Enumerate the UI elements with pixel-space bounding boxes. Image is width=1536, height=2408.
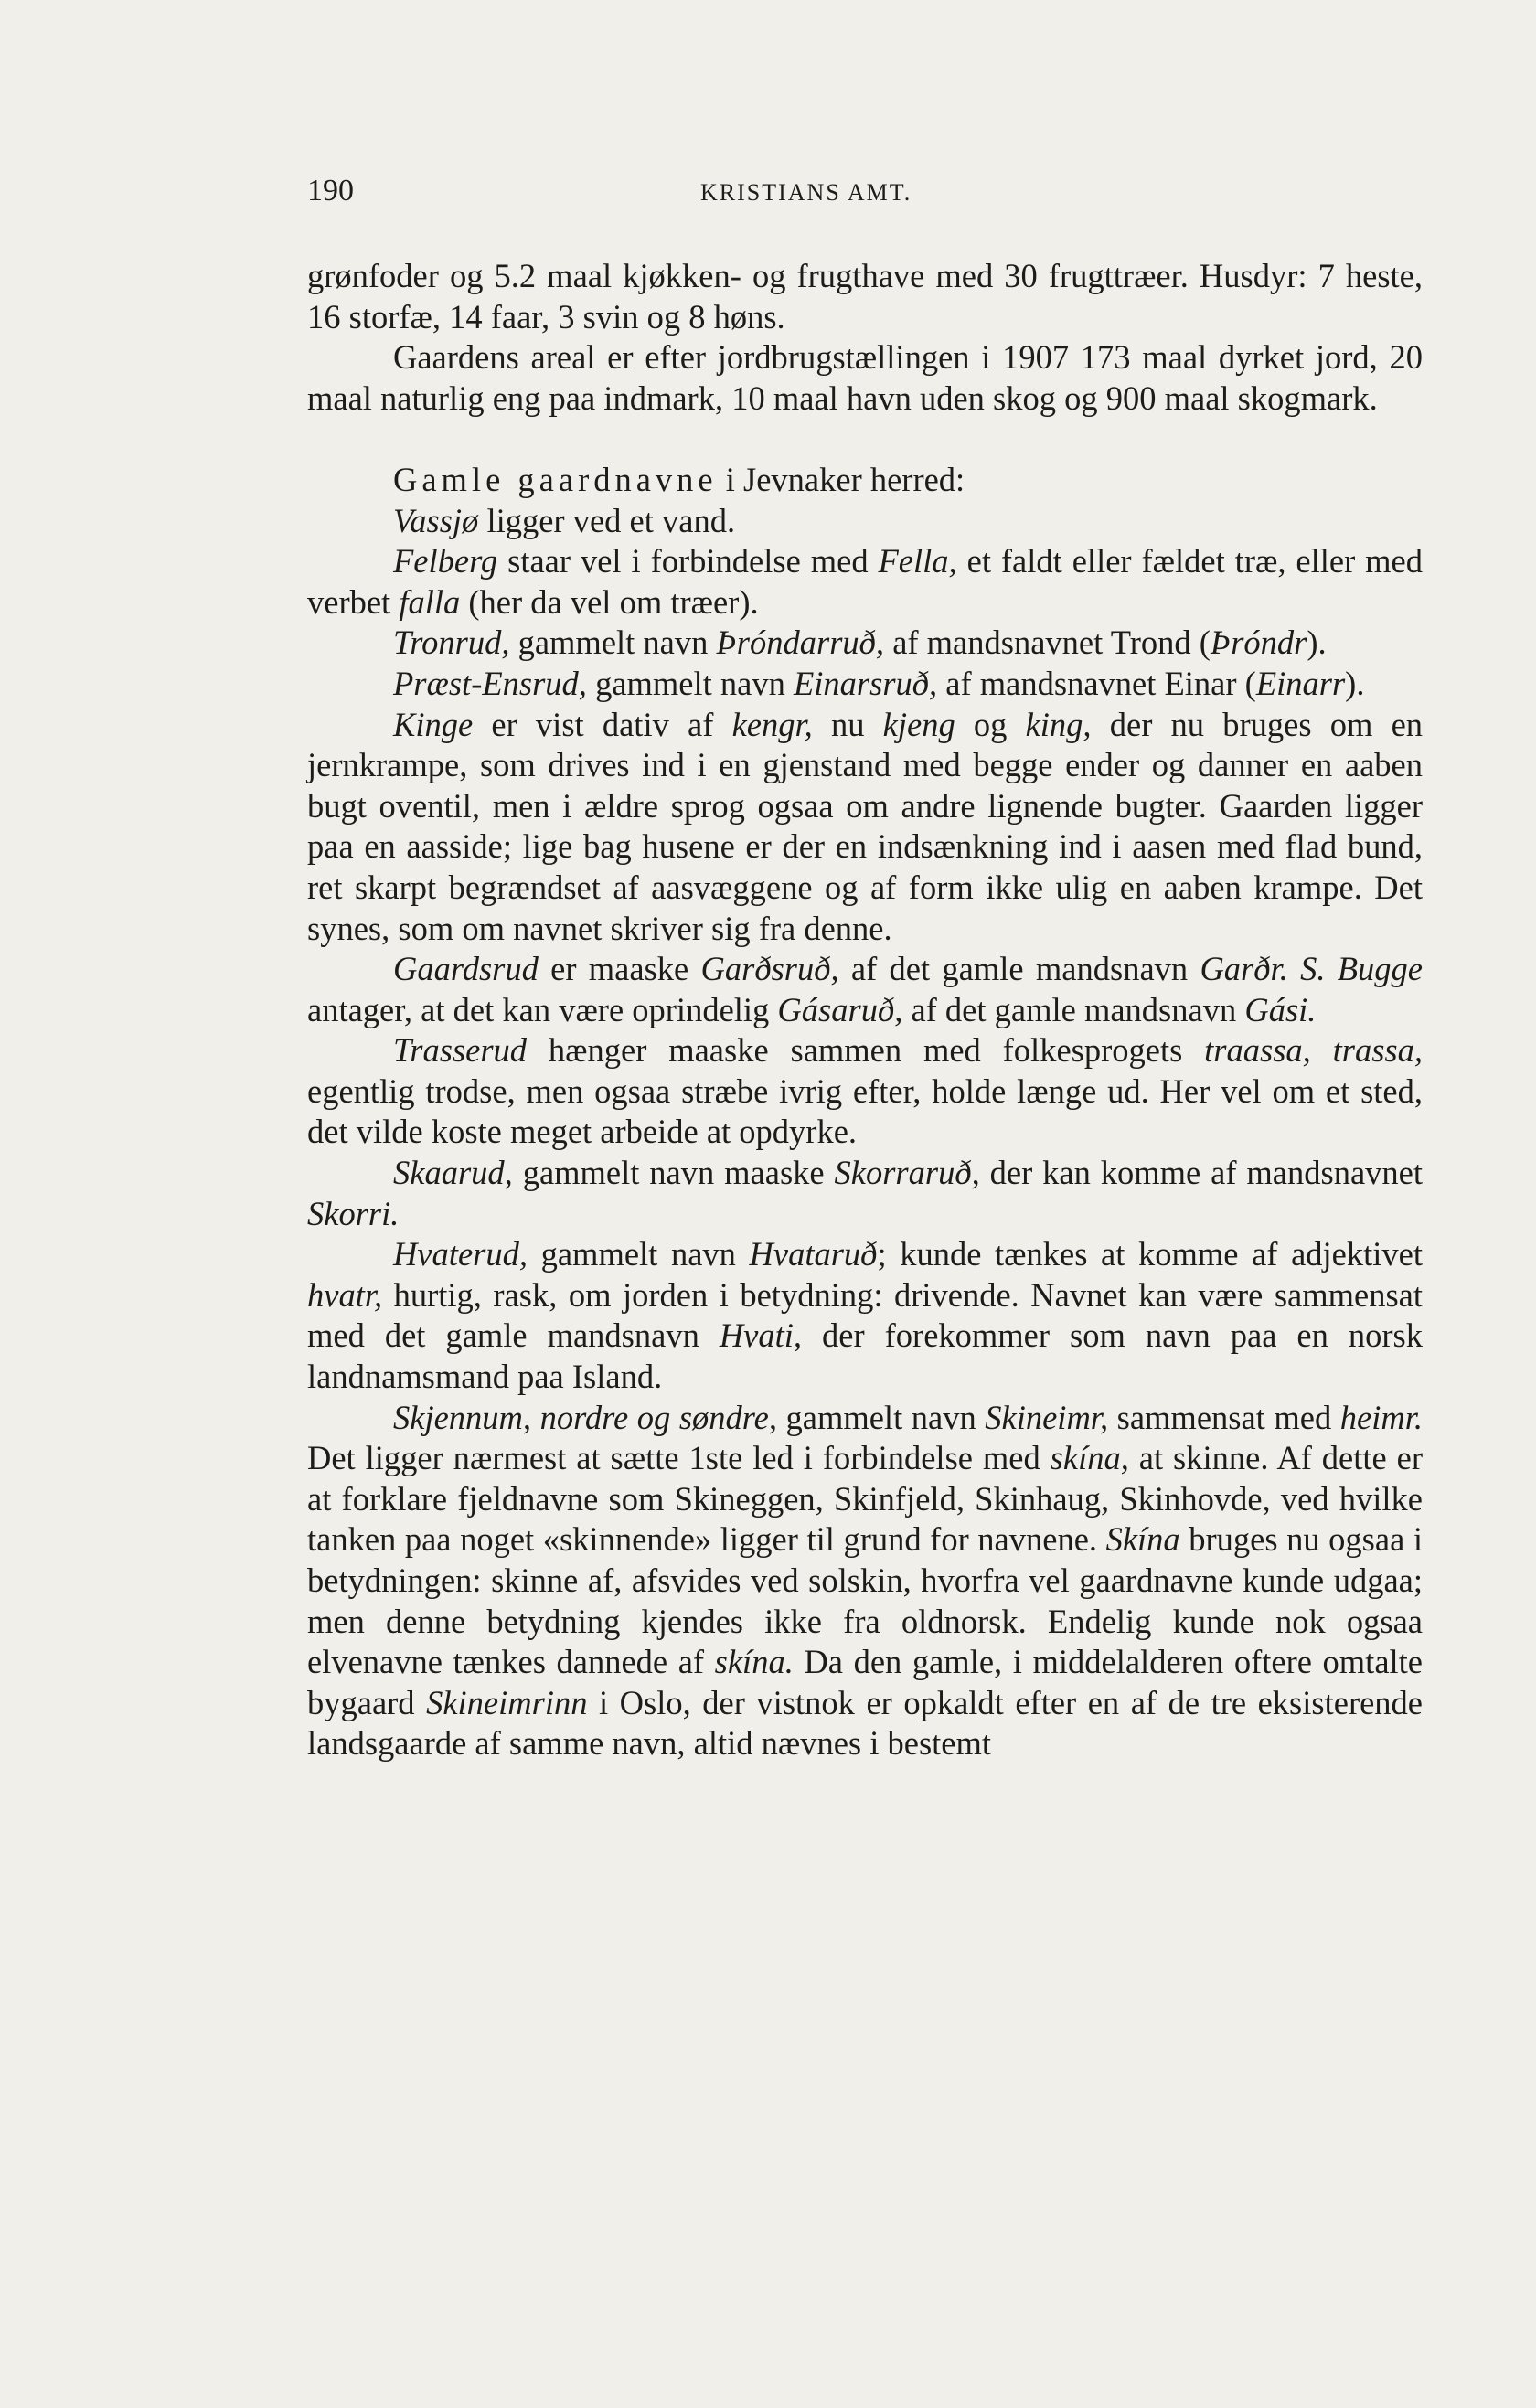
text-run: er vist dativ af — [473, 705, 732, 743]
italic-term: Tronrud, — [393, 623, 510, 662]
text-run: gammelt navn — [527, 1235, 750, 1273]
italic-term: Garðr. — [1200, 950, 1288, 988]
italic-term: skína, — [1050, 1439, 1129, 1477]
italic-term: Einarsruð, — [793, 664, 938, 702]
italic-term: kengr, — [731, 705, 813, 743]
italic-term: Skína — [1105, 1520, 1180, 1559]
paragraph — [307, 623, 1423, 664]
text-run: grønfoder og 5.2 maal kjøkken- og frugthave med 30 frugttræer. Husdyr: 7 heste, 16 storfæ, 14 faar, 3 svin og 8 høns. — [307, 257, 1423, 336]
italic-term: Skaarud, — [393, 1154, 513, 1192]
text-run: ; kunde tænkes at komme af adjektivet — [877, 1235, 1424, 1273]
italic-term: skína. — [714, 1643, 794, 1681]
italic-term: Skineimr, — [985, 1398, 1109, 1436]
italic-term: Skorri. — [307, 1194, 400, 1232]
text-run: af det gamle mandsnavn — [902, 990, 1245, 1028]
text-run: af det gamle mandsnavn — [838, 950, 1200, 988]
text-run: egentlig trodse, men ogsaa stræbe ivrig efter, holde længe ud. Her vel om et sted, det vilde koste meget arbeide at opdyrke. — [307, 1071, 1423, 1151]
italic-term: Fella, — [878, 542, 957, 581]
italic-term: Hvaterud, — [393, 1235, 528, 1273]
text-run: ). — [1307, 623, 1327, 662]
text-run: gammelt navn — [776, 1398, 986, 1436]
italic-term: heimr. — [1339, 1398, 1423, 1436]
paragraph — [307, 1030, 1423, 1153]
italic-term: Gásaruð, — [777, 990, 903, 1028]
running-head: KRISTIANS AMT. — [700, 179, 912, 206]
page-number: 190 — [307, 174, 354, 208]
text-run: af mandsnavnet Trond ( — [884, 623, 1211, 662]
paragraph — [307, 1398, 1423, 1764]
text-run: gammelt navn — [509, 623, 717, 662]
text-run: (her da vel om træer). — [460, 582, 759, 621]
italic-term: Skjennum, nordre og søndre, — [393, 1398, 777, 1436]
italic-term: Felberg — [393, 542, 498, 581]
text-run: gammelt navn maaske — [512, 1154, 835, 1192]
text-run: staar vel i forbindelse med — [497, 542, 879, 581]
italic-term: Hvati, — [719, 1316, 803, 1355]
text-run: ligger ved et vand. — [478, 501, 736, 539]
text-run: der forekommer som navn paa en norsk landnamsmand paa Island. — [307, 1316, 1423, 1396]
text-run: antager, at det kan være oprindelig — [307, 990, 778, 1028]
text-run: er maaske — [538, 950, 701, 988]
italic-term: traassa, trassa, — [1204, 1031, 1423, 1070]
text-run: gammelt navn — [586, 664, 794, 702]
text-run: Det ligger nærmest at sætte 1ste led i forbindelse med — [307, 1439, 1051, 1477]
text-run: at skinne. Af dette er at forklare fjeldnavne som Skineggen, Skinfjeld, Skinhaug, Skinhovde, ved hvilke tanken paa noget «skinnende» ligger til grund for navnene. — [307, 1439, 1423, 1559]
paragraph — [307, 256, 1423, 337]
italic-term: hvatr, — [307, 1275, 383, 1314]
section-heading: Gamle gaardnavne — [393, 460, 718, 498]
italic-term: Præst-Ensrud, — [393, 664, 587, 702]
text-run — [1288, 950, 1300, 987]
italic-term: Gási. — [1244, 990, 1317, 1028]
italic-term: Gaardsrud — [393, 950, 539, 988]
italic-term: Trasserud — [393, 1031, 528, 1070]
italic-term: Þróndarruð, — [716, 623, 885, 662]
text-run: bruges nu ogsaa i betydningen: skinne af, afsvides ved solskin, hvorfra vel gaardnavne kunde udgaa; men denne betydning kjendes ikke fra oldnorsk. Endelig kunde nok ogsaa elvenavne tænkes dannede af — [307, 1520, 1423, 1681]
italic-term: kjeng — [882, 705, 955, 743]
paragraph — [307, 460, 1423, 501]
paragraph — [307, 1153, 1423, 1234]
paragraph — [307, 949, 1423, 1030]
text-run: ). — [1345, 664, 1365, 702]
paragraph — [307, 501, 1423, 542]
body-text — [307, 256, 1423, 1764]
text-run: af mandsnavnet Einar ( — [937, 664, 1256, 702]
italic-term: Vassjø — [393, 501, 479, 539]
italic-term: king, — [1025, 705, 1092, 743]
paragraph — [307, 705, 1423, 950]
italic-term: Einarr — [1255, 664, 1346, 702]
text-run: der kan komme af mandsnavnet — [979, 1154, 1423, 1192]
text-run: der nu bruges om en jernkrampe, som drives ind i en gjenstand med begge ender og danner en aaben bugt oventil, men i ældre sprog ogsaa om andre lignende bugter. Gaarden ligger paa en aasside; lige bag husene er der en indsænkning ind i aasen med flad bund, ret skarpt begrændset af aasvæggene og af form ikke ulig en aaben krampe. Det synes, som om navnet skriver sig fra denne. — [307, 705, 1424, 947]
text-run: i Jevnaker herred: — [717, 460, 965, 498]
text-run: og — [955, 705, 1026, 743]
paragraph — [307, 1234, 1423, 1397]
italic-term: Skorraruð, — [834, 1154, 980, 1192]
italic-term: Þróndr — [1210, 623, 1307, 662]
italic-term: falla — [399, 582, 461, 621]
text-run: sammensat med — [1108, 1398, 1340, 1436]
text-run: hurtig, rask, om jorden i betydning: drivende. Navnet kan være sammensat med det gamle mandsnavn — [307, 1275, 1423, 1355]
text-run: Gaardens areal er efter jordbrugstællingen i 1907 173 maal dyrket jord, 20 maal naturlig eng paa indmark, 10 maal havn uden skog og 900 maal skogmark. — [307, 338, 1423, 417]
text-run: Da den gamle, i middelalderen oftere omtalte bygaard — [307, 1643, 1423, 1721]
italic-term: Skineimrinn — [426, 1683, 588, 1721]
italic-term: Kinge — [393, 705, 474, 743]
text-run: hænger maaske sammen med folkesprogets — [527, 1031, 1205, 1070]
text-run: nu — [812, 705, 883, 743]
text-run: et faldt eller fældet træ, eller med verbet — [307, 542, 1424, 621]
italic-term: S. Bugge — [1300, 950, 1423, 988]
paragraph — [307, 541, 1423, 623]
text-run: i Oslo, der vistnok er opkaldt efter en af de tre eksisterende landsgaarde af samme navn, altid nævnes i bestemt — [307, 1683, 1423, 1763]
page-header — [307, 174, 1423, 219]
italic-term: Hvataruð — [749, 1235, 878, 1273]
paragraph — [307, 664, 1423, 705]
paragraph — [307, 337, 1423, 419]
italic-term: Garðsruð, — [700, 950, 839, 988]
